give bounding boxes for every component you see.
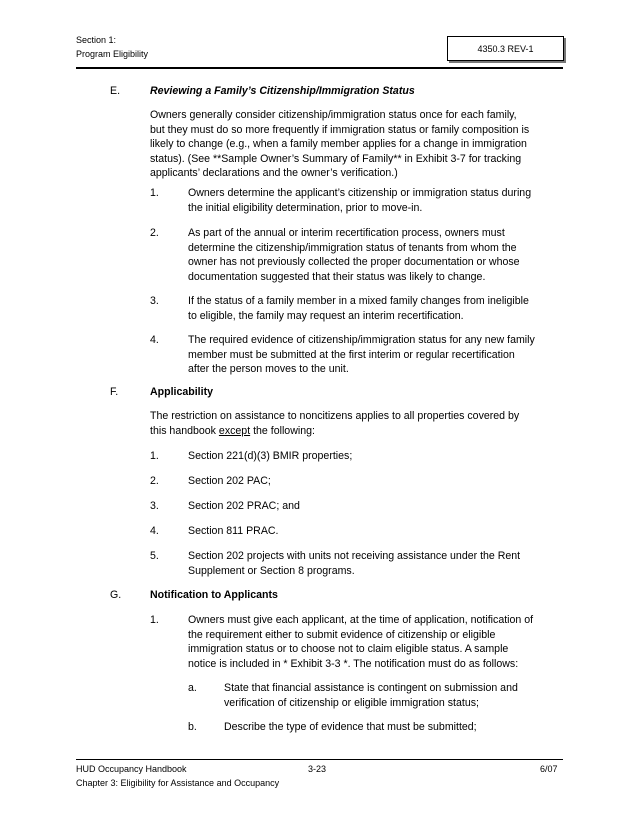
section-f-item-3-line: Section 202 PRAC; and bbox=[188, 500, 300, 512]
section-e-intro-line: Owners generally consider citizenship/immigration status once for each family, bbox=[150, 109, 517, 121]
section-g-letter: G. bbox=[110, 589, 122, 601]
footer-page-number: 3-23 bbox=[308, 764, 327, 774]
section-e-letter: E. bbox=[110, 85, 121, 97]
section-f-letter: F. bbox=[110, 386, 119, 398]
section-e-item-3-line: to eligible, the family may request an interim recertification. bbox=[188, 309, 464, 322]
section-e-intro-line: status). (See **Sample Owner’s Summary of Family** in Exhibit 3-7 for tracking bbox=[150, 152, 522, 165]
section-e-item-4-line: member must be submitted at the first interim or regular recertification bbox=[188, 348, 515, 361]
header-section-line1: Section 1: bbox=[76, 35, 117, 45]
section-e-title: Reviewing a Family’s Citizenship/Immigration Status bbox=[150, 85, 415, 97]
section-f-item-4-number: 4. bbox=[150, 525, 159, 537]
footer-rule bbox=[76, 759, 563, 760]
section-e-item-3-line: If the status of a family member in a mixed family changes from ineligible bbox=[188, 295, 529, 307]
section-e-item-1-line: Owners determine the applicant’s citizenship or immigration status during bbox=[188, 187, 532, 199]
section-g-subitem-a-line: State that financial assistance is contingent on submission and bbox=[224, 682, 518, 694]
section-g-item-1-line: Owners must give each applicant, at the time of application, notification of bbox=[188, 614, 534, 626]
section-f-item-2-line: Section 202 PAC; bbox=[188, 475, 271, 487]
section-f-item-5-line: Section 202 projects with units not receiving assistance under the Rent bbox=[188, 550, 521, 562]
section-e-item-2-line: As part of the annual or interim recertification process, owners must bbox=[188, 227, 505, 239]
header-rule bbox=[76, 67, 563, 69]
section-e-item-2-number: 2. bbox=[150, 227, 159, 239]
section-f-item-2-number: 2. bbox=[150, 475, 159, 487]
section-e-item-2-line: documentation suggested that their status was likely to change. bbox=[188, 270, 486, 283]
section-f-intro-line: The restriction on assistance to noncitizens applies to all properties covered by bbox=[150, 410, 520, 422]
section-g-title: Notification to Applicants bbox=[150, 589, 278, 601]
section-e-item-2-line: determine the citizenship/immigration status of tenants from whom the bbox=[188, 241, 517, 254]
section-e-item-4-line: after the person moves to the unit. bbox=[188, 363, 349, 376]
footer-handbook-title: HUD Occupancy Handbook bbox=[76, 764, 187, 774]
section-g-item-1-line: immigration status or to choose not to claim eligible status. A sample bbox=[188, 643, 509, 656]
section-f-intro-line-2 bbox=[150, 424, 315, 439]
section-g-item-1-line: the requirement either to submit evidence of citizenship or eligible bbox=[188, 628, 496, 641]
section-f-item-5-number: 5. bbox=[150, 550, 159, 562]
section-e-item-1-number: 1. bbox=[150, 187, 159, 199]
section-f-item-4-line: Section 811 PRAC. bbox=[188, 525, 279, 537]
section-f-title: Applicability bbox=[150, 386, 213, 398]
header-section-line2: Program Eligibility bbox=[76, 49, 149, 59]
section-g-subitem-a-line: verification of citizenship or eligible immigration status; bbox=[224, 696, 479, 709]
section-g-subitem-a-letter: a. bbox=[188, 682, 197, 694]
section-e-item-4-line: The required evidence of citizenship/immigration status for any new family bbox=[188, 334, 535, 346]
section-g-item-1-number: 1. bbox=[150, 614, 159, 626]
section-e-intro-line: applicants’ declarations and the owner’s verification.) bbox=[150, 167, 398, 180]
section-g-subitem-b-letter: b. bbox=[188, 721, 197, 733]
section-f-item-3-number: 3. bbox=[150, 500, 159, 512]
section-e-item-3-number: 3. bbox=[150, 295, 159, 307]
section-f-intro-underlined: except bbox=[218, 424, 251, 437]
section-f-item-1-number: 1. bbox=[150, 450, 159, 462]
section-f-item-1-line: Section 221(d)(3) BMIR properties; bbox=[188, 450, 353, 462]
header-doc-id-box bbox=[447, 36, 564, 61]
footer-chapter-title: Chapter 3: Eligibility for Assistance and Occupancy bbox=[76, 778, 280, 788]
header-doc-id: 4350.3 REV-1 bbox=[477, 43, 534, 54]
section-f-intro-post: the following: bbox=[250, 424, 315, 437]
section-e-intro-line: likely to change (e.g., when a family member applies for a change in immigration bbox=[150, 138, 527, 151]
section-e-item-4-number: 4. bbox=[150, 334, 159, 346]
section-e-item-2-line: owner has not previously collected the proper documentation or whose bbox=[188, 256, 520, 269]
section-f-intro-pre: this handbook bbox=[150, 424, 219, 437]
section-f-item-5-line: Supplement or Section 8 programs. bbox=[188, 564, 355, 577]
section-g-subitem-b-line: Describe the type of evidence that must be submitted; bbox=[224, 721, 477, 733]
section-e-item-1-line: the initial eligibility determination, prior to move-in. bbox=[188, 201, 423, 214]
header-section-label bbox=[76, 33, 148, 61]
section-e-intro-line: but they must do so more frequently if immigration status or family composition is bbox=[150, 123, 530, 136]
section-g-item-1-line: notice is included in * Exhibit 3-3 *. The notification must do as follows: bbox=[188, 657, 519, 670]
footer-date: 6/07 bbox=[540, 764, 558, 774]
